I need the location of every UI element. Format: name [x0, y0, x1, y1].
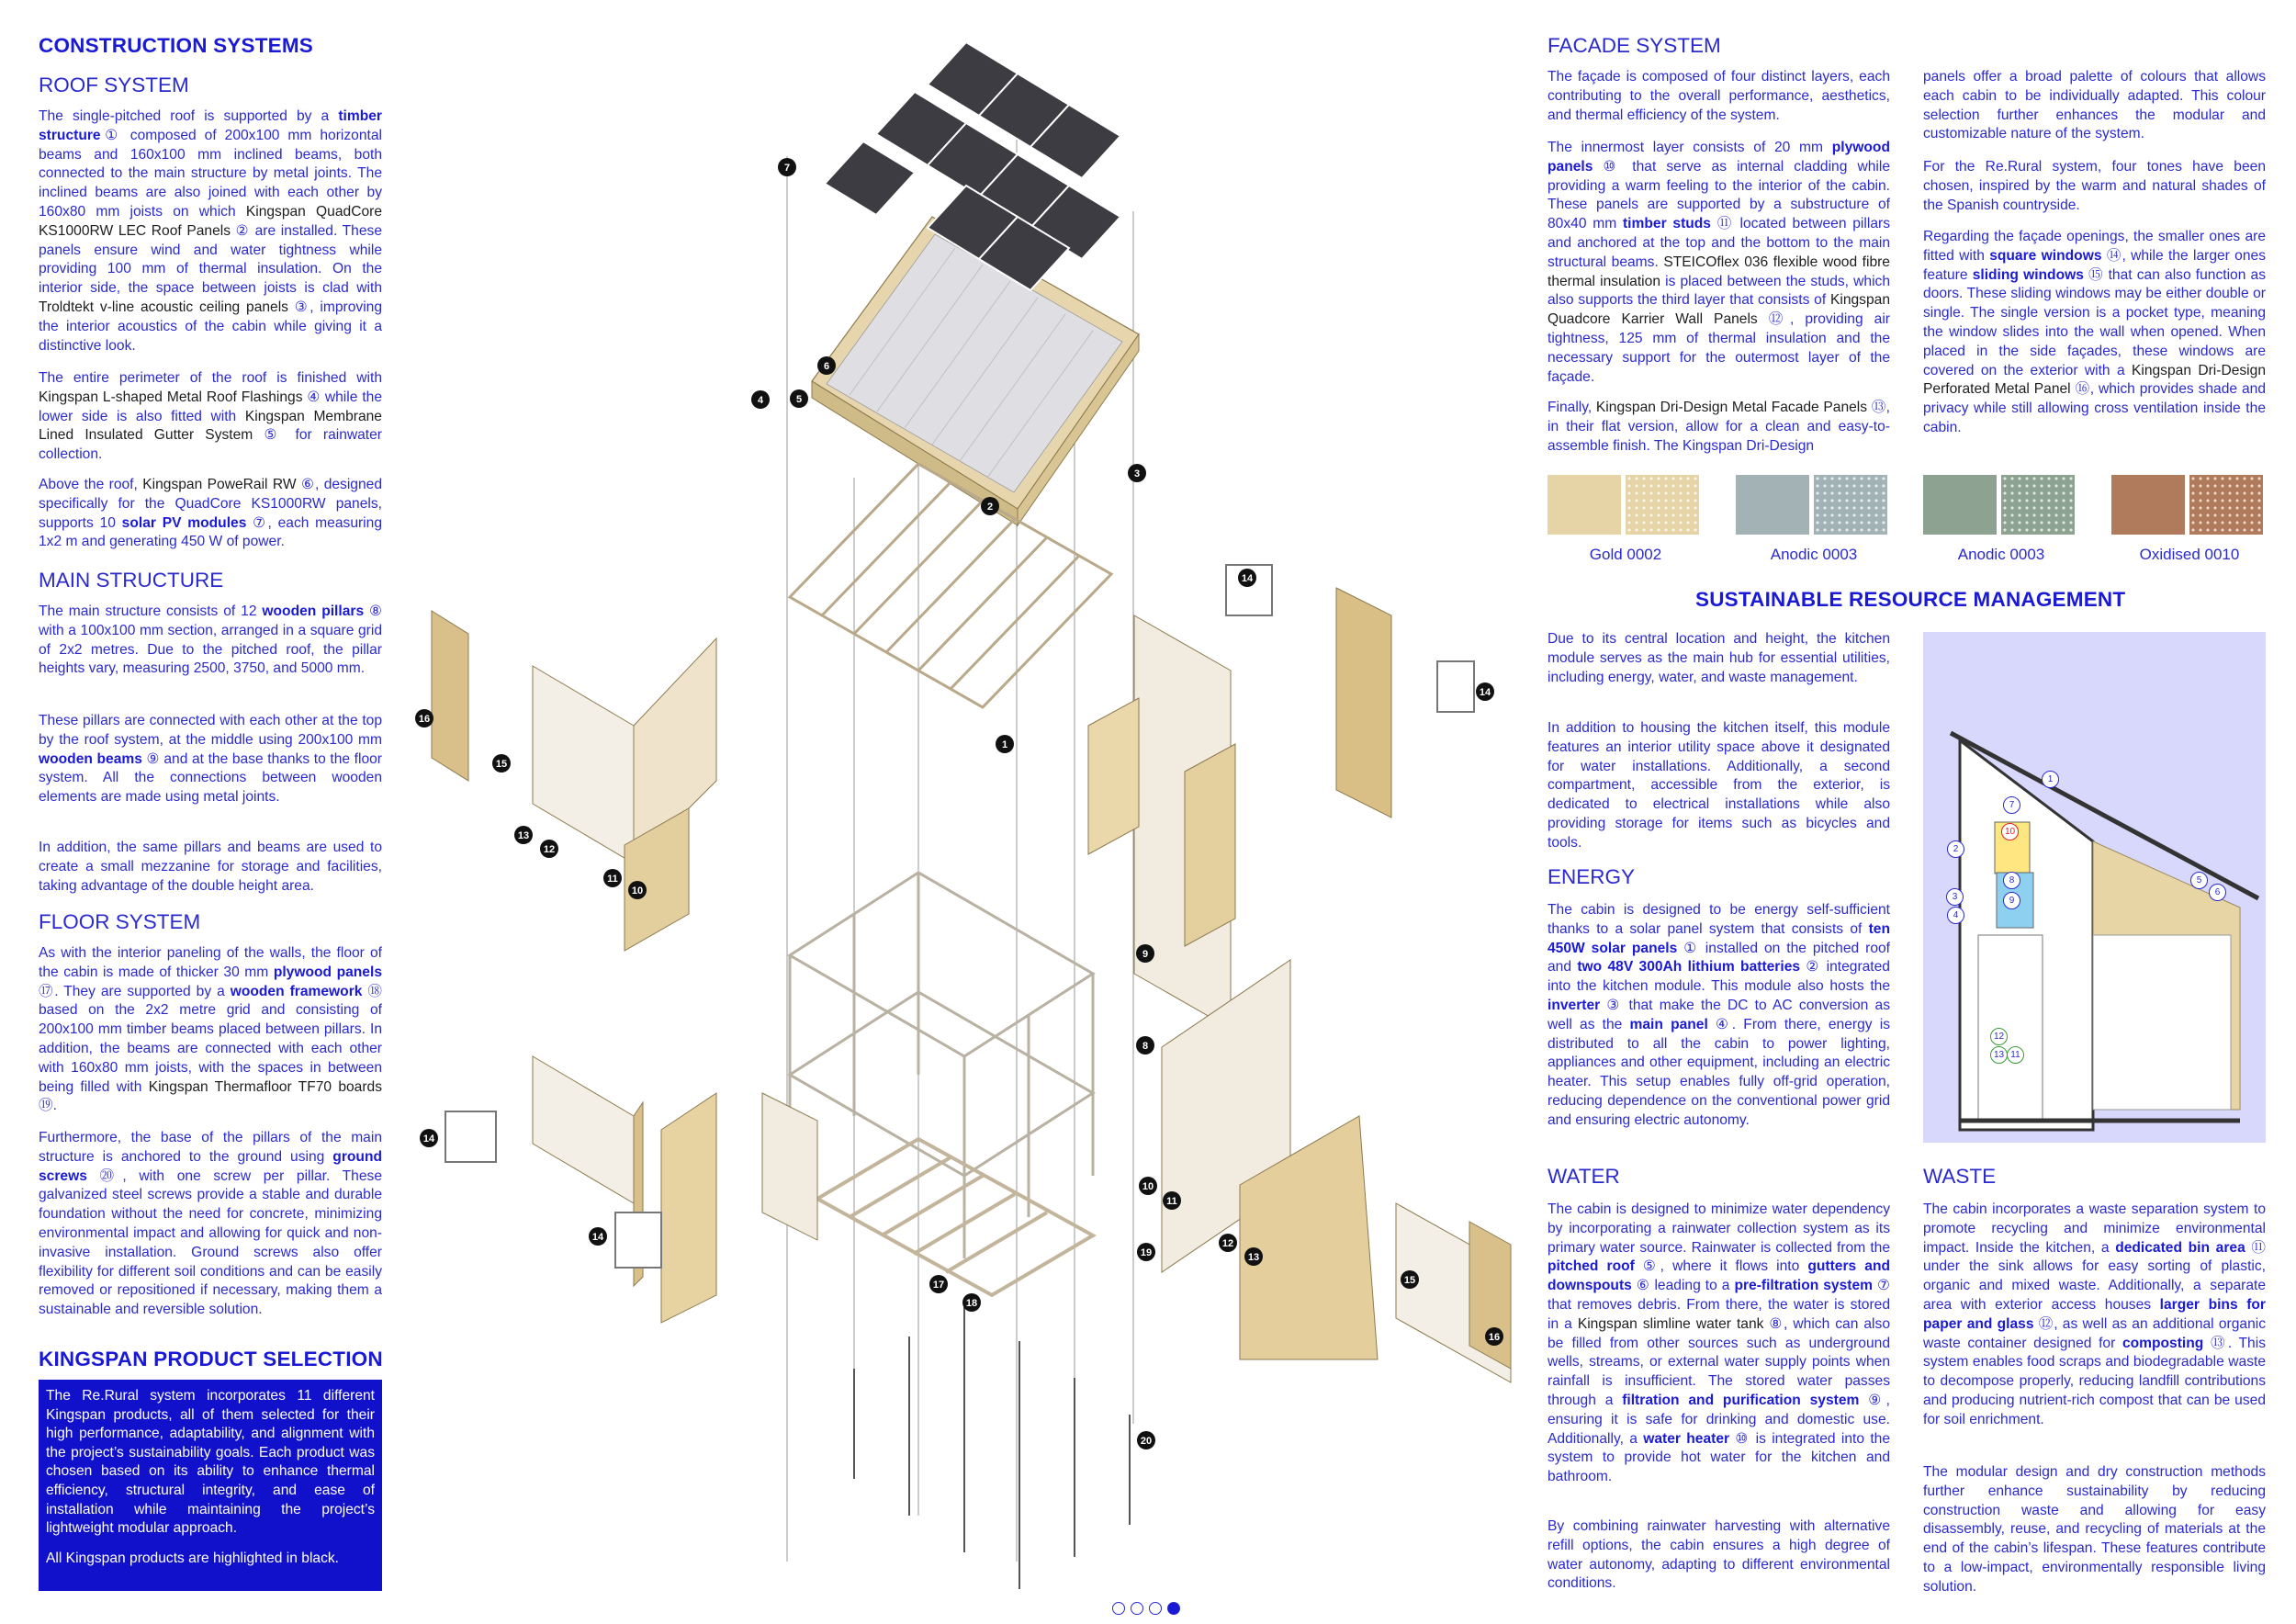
heading-roof-system: ROOF SYSTEM: [39, 73, 189, 96]
heading-main-structure: MAIN STRUCTURE: [39, 569, 224, 592]
facade-paragraph-3: Finally, Kingspan Dri-Design Metal Facade Panels ⑬, in their flat version, allow for a clean and easy-to-assemble finish. The Kingspan Dri-Design: [1548, 400, 1890, 454]
callout-number: 15: [1403, 1275, 1416, 1286]
swatch-oxidised-perforated: [2189, 475, 2263, 535]
section-callout: 13: [1990, 1046, 2008, 1064]
waste-paragraph-1: The cabin incorporates a waste separation system to promote recycling and minimize environmental impact. Inside the kitchen, a dedicated bin area ⑪ under the sink allows for easy sorting of plastic, organic and mixed waste. Additionally, a separate area with exterior access houses larger bins for paper and glass ⑫, as well as an additional organic waste container designed for composting ⑬. This system enables food scraps and biodegradable waste to decompose properly, reducing landfill contributions and producing nutrient-rich compost that can be used for soil enrichment.: [1923, 1201, 2266, 1427]
swatch-label-4: Oxidised 0010: [2139, 546, 2240, 563]
swatch-anodic-grey-solid: [1736, 475, 1809, 535]
callout-number: 14: [591, 1232, 604, 1243]
section-callout: 3: [1946, 888, 1964, 906]
callout-number: 10: [631, 885, 644, 897]
kingspan-info-box: [39, 1380, 382, 1591]
callout-number: 1: [1001, 739, 1008, 750]
callout-number: 9: [1142, 949, 1149, 960]
roof-paragraph-1: The single-pitched roof is supported by a timber structure① composed of 200x100 mm horizontal beams and 160x100 mm inclined beams, both connected to the main structure by metal joints. The inclined beams are also joined with each other by 160x80 mm joists on which Kingspan QuadCore KS1000RW LEC Roof Panels ② are installed. These panels ensure wind and water tightness while providing 100 mm of thermal insulation. On the interior side, the space between joists is clad with Troldtekt v-line acoustic ceiling panels ③, improving the interior acoustics of the cabin while giving it a distinctive look.: [39, 108, 383, 354]
callout-number: 11: [607, 874, 618, 885]
section-callout: 1: [2042, 771, 2059, 788]
roof-paragraph-3: Above the roof, Kingspan PoweRail RW ⑥, designed specifically for the QuadCore KS1000RW panels, supports 10 solar PV modules ⑦, each measuring 1x2 m and generating 450 W of power.: [39, 477, 383, 550]
floor-paragraph-1: As with the interior paneling of the walls, the floor of the cabin is made of thicker 30 mm plywood panels ⑰. They are supported by a wooden framework ⑱ based on the 2x2 metre grid and consisting of 200x100 mm timber beams placed between pillars. In addition, the beams are connected with each other with 160x80 mm joists, with the spaces in between being filled with Kingspan Thermafloor TF70 boards ⑲.: [39, 945, 383, 1114]
callout-number: 7: [783, 163, 791, 174]
kitchen-module-section: [1923, 632, 2266, 1143]
srm-paragraph-1: Due to its central location and height, the kitchen module serves as the main hub for essential utilities, including energy, water, and waste management.: [1548, 631, 1890, 685]
section-title-kingspan: KINGSPAN PRODUCT SELECTION: [39, 1348, 383, 1370]
water-paragraph-1: The cabin is designed to minimize water dependency by incorporating a rainwater collection system as its primary water source. Rainwater is collected from the pitched roof ⑤, where it flows into gutters and downspouts ⑥ leading to a pre-filtration system ⑦ that removes debris. From there, the water is stored in a Kingspan slimline water tank ⑧, which can also be filled from other sources such as underground wells, streams, or external water supply points when rainfall is insufficient. The stored water passes through a filtration and purification system ⑨, ensuring it is safe for drinking and domestic use. Additionally, a water heater ⑩ is integrated into the system to provide hot water for the kitchen and bathroom.: [1548, 1201, 1891, 1485]
swatch-label-1: Gold 0002: [1589, 546, 1662, 563]
callout-number: 3: [1133, 468, 1141, 479]
energy-paragraph: The cabin is designed to be energy self-sufficient thanks to a solar panel system that consists of ten 450W solar panels ① installed on the pitched roof and two 48V 300Ah lithium batteries ② integrated into the kitchen module. This module also hosts the inverter ③ that make the DC to AC conversion as well as the main panel ④. From there, energy is distributed to all the cabin to power lighting, appliances and other equipment, including an electric heater. This setup enables fully off-grid operation, reducing dependence on the conventional power grid and ensuring electric autonomy.: [1548, 902, 1890, 1128]
srm-paragraph-2: In addition to housing the kitchen itself, this module features an interior utility space above it designated for water installations. Additionally, a second compartment, accessible from the exterior, is dedicated to electrical installations while also providing storage for items such as bicycles and tools.: [1548, 720, 1890, 851]
callout-number: 10: [1142, 1181, 1154, 1192]
section-callout: 9: [2003, 892, 2020, 909]
solar-panels: [825, 42, 1120, 290]
swatch-gold-solid: [1548, 475, 1621, 535]
heading-energy: ENERGY: [1548, 865, 1636, 888]
page-dot-active[interactable]: [1167, 1602, 1180, 1615]
callout-number: 13: [1247, 1252, 1260, 1263]
swatch-anodic-grey-perforated: [1814, 475, 1887, 535]
callout-number: 12: [1221, 1238, 1234, 1249]
swatch-label-3: Anodic 0003: [1957, 546, 2045, 563]
facade-paragraph-6: Regarding the façade openings, the smaller ones are fitted with square windows ⑭, while the larger ones feature sliding windows ⑮ that can also function as doors. These sliding windows may be either double or single. The single version is a pocket type, meaning the window slides into the wall when opened. When placed in the side façades, these windows are covered on the exterior with a Kingspan Dri-Design Perforated Metal Panel ⑯, which provides shade and privacy while still allowing cross ventilation inside the cabin.: [1923, 229, 2267, 435]
roof-frame: [790, 464, 1111, 707]
main-paragraph-3: In addition, the same pillars and beams are used to create a small mezzanine for storage and facilities, taking advantage of the double height area.: [39, 840, 382, 894]
section-callout: 11: [2007, 1046, 2024, 1064]
page-indicator: [1109, 1602, 1187, 1622]
waste-paragraph-2: The modular design and dry construction methods further enhance sustainability by reducing construction waste and allowing for easy disassembly, reuse, and recycling of materials at the end of the cabin’s lifespan. These features contribute to a low-impact, environmentally responsible living solution.: [1923, 1464, 2266, 1595]
callout-number: 12: [543, 844, 556, 855]
exploded-axonometric-diagram: [404, 28, 1543, 1607]
section-title-construction: CONSTRUCTION SYSTEMS: [39, 34, 314, 57]
section-callout: 5: [2190, 872, 2208, 889]
facade-paragraph-2: The innermost layer consists of 20 mm plywood panels ⑩ that serve as internal cladding while providing a warm feeling to the interior of the cabin. These panels are supported by a substructure of 80x40 mm timber studs ⑪ located between pillars and anchored at the top and the bottom to the main structural beams. STEICOflex 036 flexible wood fibre thermal insulation is placed between the studs, which also supports the third layer that consists of Kingspan Quadcore Karrier Wall Panels ⑫, providing air tightness, 125 mm of thermal insulation and the necessary support for the outermost layer of the façade.: [1548, 140, 1890, 385]
section-callout: 10: [2001, 823, 2019, 840]
roof-slab: [812, 217, 1139, 525]
callout-number: 6: [823, 361, 830, 372]
section-title-sustainable: SUSTAINABLE RESOURCE MANAGEMENT: [1695, 588, 2126, 611]
floor-paragraph-2: Furthermore, the base of the pillars of the main structure is anchored to the ground using ground screws ⑳, with one screw per pillar. These galvanized steel screws provide a stable and durable foundation without the need for concrete, minimizing environmental impact and allowing for quick and non-invasive installation. Ground screws also offer flexibility for different soil conditions and can be easily removed or repositioned if necessary, making them a sustainable and reversible solution.: [39, 1130, 382, 1318]
roof-paragraph-2: The entire perimeter of the roof is finished with Kingspan L-shaped Metal Roof Flashings ④ while the lower side is also fitted with Kingspan Membrane Lined Insulated Gutter System ⑤ for rainwater collection.: [39, 370, 383, 463]
callout-number: 11: [1166, 1196, 1177, 1207]
swatch-anodic-green-perforated: [2001, 475, 2075, 535]
heading-floor-system: FLOOR SYSTEM: [39, 910, 201, 933]
swatch-anodic-green-solid: [1923, 475, 1997, 535]
callout-number: 18: [965, 1298, 978, 1309]
heading-waste: WASTE: [1923, 1165, 1997, 1188]
swatch-gold-perforated: [1626, 475, 1699, 535]
callout-number: 5: [795, 394, 803, 405]
callout-number: 2: [986, 502, 994, 513]
main-paragraph-1: The main structure consists of 12 wooden pillars ⑧ with a 100x100 mm section, arranged in a square grid of 2x2 metres. Due to the pitched roof, the pillar heights vary, measuring 2500, 3750, and 5000 mm.: [39, 603, 382, 677]
callout-number: 16: [1488, 1332, 1501, 1343]
main-paragraph-2: These pillars are connected with each other at the top by the roof system, at the middle using 200x100 mm wooden beams ⑨ and at the base thanks to the floor system. All the connections between wooden elements are made using metal joints.: [39, 713, 382, 806]
floor-framework: [817, 1139, 1093, 1295]
callout-number: 17: [932, 1280, 945, 1291]
ground-screws: [854, 1304, 1130, 1589]
heading-water: WATER: [1548, 1165, 1620, 1188]
callout-number: 13: [517, 830, 530, 841]
callout-number: 19: [1140, 1247, 1153, 1258]
callout-number: 4: [757, 395, 764, 406]
page-dot[interactable]: [1131, 1602, 1143, 1615]
facade-paragraph-4: panels offer a broad palette of colours that allows each cabin to be individually adapted. This colour selection further enhances the modular and customizable nature of the system.: [1923, 69, 2266, 142]
page-dot[interactable]: [1112, 1602, 1125, 1615]
facade-paragraph-1: The façade is composed of four distinct layers, each contributing to the overall performance, aesthetics, and thermal efficiency of the system.: [1548, 69, 1890, 123]
heading-facade-system: FACADE SYSTEM: [1548, 34, 1721, 57]
callout-number: 16: [418, 714, 431, 725]
swatch-oxidised-solid: [2111, 475, 2185, 535]
callout-number: 15: [495, 759, 508, 770]
callout-number: 14: [1241, 573, 1254, 584]
kingspan-paragraph-1: The Re.Rural system incorporates 11 different Kingspan products, all of them selected for their high performance, adaptability, and alignment with the project’s sustainability goals. Each product was chosen based on its ability to enhance thermal efficiency, structural integrity, and ease of installation while maintaining the project’s lightweight modular approach.: [46, 1388, 375, 1537]
section-callout: 2: [1947, 840, 1964, 858]
kingspan-paragraph-2: All Kingspan products are highlighted in black.: [46, 1550, 340, 1566]
callout-number: 8: [1142, 1041, 1149, 1052]
callout-number: 20: [1140, 1436, 1153, 1447]
page-dot[interactable]: [1149, 1602, 1162, 1615]
callout-number: 14: [422, 1133, 435, 1145]
section-callout: 8: [2003, 872, 2020, 889]
section-callout: 6: [2209, 884, 2226, 901]
callout-number: 14: [1479, 687, 1491, 698]
section-callout: 4: [1947, 907, 1964, 924]
swatch-label-2: Anodic 0003: [1770, 546, 1858, 563]
facade-paragraph-5: For the Re.Rural system, four tones have been chosen, inspired by the warm and natural shades of the Spanish countryside.: [1923, 159, 2266, 213]
section-callout: 7: [2003, 796, 2020, 814]
water-paragraph-2: By combining rainwater harvesting with alternative refill options, the cabin ensures a high degree of water autonomy, adapting to different environmental conditions.: [1548, 1518, 1890, 1592]
section-callout: 12: [1990, 1028, 2008, 1045]
